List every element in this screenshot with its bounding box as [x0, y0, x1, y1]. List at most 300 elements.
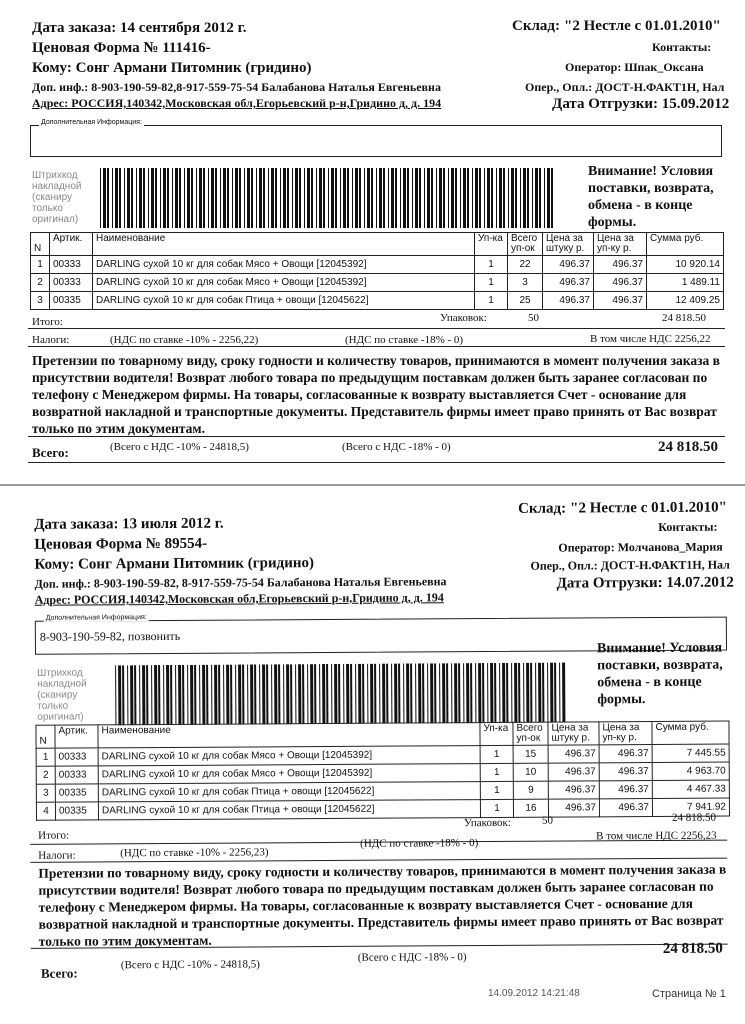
barcode-bar	[119, 168, 121, 228]
barcode-bar	[527, 168, 529, 228]
recipient: Кому: Сонг Армани Питомник (гридино)	[34, 555, 315, 573]
barcode-bar	[415, 663, 416, 723]
barcode-bar	[326, 664, 328, 724]
barcode-bar	[352, 168, 353, 228]
barcode-bar	[259, 168, 262, 228]
col-total: Всего уп-ок	[508, 233, 543, 256]
barcode-bar	[304, 168, 305, 228]
barcode-bar	[122, 665, 124, 725]
barcode-bar	[235, 665, 236, 725]
barcode-bar	[434, 663, 436, 723]
barcode-bar	[535, 663, 536, 723]
barcode-bar	[290, 664, 292, 724]
barcode-bar	[430, 663, 433, 723]
barcode-bar	[163, 168, 166, 228]
barcode-bar	[371, 168, 373, 228]
warehouse-value: "2 Нестле с 01.01.2010"	[570, 499, 727, 517]
cell-name: DARLING сухой 10 кг для собак Мясо + Овощи [12045392]	[93, 256, 475, 274]
barcode-bar	[415, 168, 418, 228]
barcode-bar	[511, 663, 512, 723]
barcode-label-line: (сканиру	[32, 192, 73, 203]
col-pack: Уп-ка	[475, 233, 508, 256]
barcode-bar	[100, 168, 101, 228]
barcode-bar	[331, 664, 332, 724]
barcode-bar	[338, 664, 340, 724]
barcode-bar	[262, 664, 265, 724]
cell-n: 2	[36, 766, 55, 784]
barcode-bar	[350, 664, 352, 724]
barcode-bar	[520, 168, 521, 228]
cell-art: 00335	[55, 784, 98, 802]
cell-total: 22	[508, 256, 543, 274]
cell-art: 00333	[50, 256, 93, 274]
barcode-bar	[251, 168, 253, 228]
cell-price-unit: 496.37	[548, 781, 599, 799]
barcode-bar	[559, 663, 560, 723]
cell-n: 2	[31, 274, 50, 292]
price-form: Ценовая Форма № 111416-	[32, 40, 211, 56]
cell-name: DARLING сухой 10 кг для собак Птица + овощи [12045622]	[98, 782, 480, 802]
barcode-bar	[439, 663, 440, 723]
barcode-bar	[376, 168, 377, 228]
barcode-bar	[271, 664, 272, 724]
barcode-bar	[478, 663, 481, 723]
extra-info: Доп. инф.: 8-903-190-59-82,8-917-559-75-54 Балабанова Наталья Евгеньевна	[32, 80, 441, 94]
barcode-bar	[238, 665, 241, 725]
barcode-bar	[335, 168, 337, 228]
barcode-bar	[343, 664, 344, 724]
barcode-bar	[511, 168, 514, 228]
cell-price-unit: 496.37	[548, 763, 599, 781]
itogo-sum: 24 818.50	[662, 312, 706, 324]
additional-info-box	[30, 119, 722, 157]
barcode-bar	[115, 168, 118, 228]
attention-line: поставки, возврата,	[597, 657, 723, 674]
additional-info-note: 8-903-190-59-82, позвонить	[39, 628, 181, 644]
barcode-label-line: только	[32, 203, 63, 214]
cell-pack: 1	[480, 781, 513, 799]
barcode-bar	[442, 663, 445, 723]
barcode-bar	[287, 168, 289, 228]
barcode-bar	[151, 168, 154, 228]
contacts-label: Контакты:	[652, 40, 712, 54]
barcode-bar	[470, 663, 472, 723]
cell-sum: 10 920.14	[647, 256, 724, 274]
cell-price-pack: 496.37	[594, 256, 647, 274]
barcode-bar	[503, 168, 505, 228]
barcode-bar	[458, 663, 460, 723]
col-n: N	[31, 233, 50, 256]
barcode-bar	[130, 665, 133, 725]
col-total: Всего уп-ок	[513, 722, 548, 745]
barcode-bar	[283, 168, 286, 228]
cell-art: 00333	[55, 766, 98, 784]
barcode-bar	[167, 168, 169, 228]
barcode-bar	[295, 664, 296, 724]
barcode-bar	[455, 168, 457, 228]
barcode-bar	[316, 168, 317, 228]
cell-total: 3	[508, 274, 543, 292]
barcode-bar	[322, 664, 325, 724]
barcode-bar	[472, 168, 473, 228]
barcode-bar	[299, 168, 301, 228]
barcode-bar	[247, 664, 248, 724]
claims-text: Претензии по товарному виду, сроку годности и количеству товаров, принимаются в момент получения заказа в присутствии водителя! Возврат любого товара по предыдущим поставкам должен быть заранее согласован по телефону с Менеджером фирмы. На товары, согласованные к возврату выставляется Счет - основание для возвратной накладной и транспортные документы. Представитель фирмы имеет право принять от Вас возврат только по этим документам.	[32, 353, 720, 436]
cell-pack: 1	[480, 745, 513, 763]
barcode-bar	[187, 665, 188, 725]
barcode-bar	[131, 168, 133, 228]
barcode-bar	[202, 665, 205, 725]
cell-sum: 1 489.11	[647, 274, 724, 292]
cell-price-unit: 496.37	[543, 292, 594, 310]
oper-pay: Опер., Опл.: ДОСТ-Н.ФАКТ1Н, Нал	[525, 80, 725, 94]
oper-pay: Опер., Опл.: ДОСТ-Н.ФАКТ1Н, Нал	[530, 557, 730, 573]
table-row	[31, 292, 724, 310]
packs-label: Упаковок:	[464, 816, 511, 830]
barcode-label-line: (сканиру	[37, 689, 78, 701]
total-label: Всего:	[32, 445, 69, 460]
ship-date: Дата Отгрузки: 15.09.2012	[552, 96, 730, 112]
barcode-bar	[355, 664, 356, 724]
barcode-bar	[184, 168, 185, 228]
divider	[28, 328, 725, 329]
divider	[28, 436, 725, 437]
cell-name: DARLING сухой 10 кг для собак Птица + овощи [12045622]	[98, 800, 480, 820]
barcode-bar	[134, 665, 136, 725]
barcode-bar	[382, 664, 385, 724]
barcode-bar	[235, 168, 238, 228]
barcode-label	[37, 667, 87, 722]
operator: Оператор: Шпак_Оксана	[565, 60, 704, 74]
barcode-bar	[278, 664, 280, 724]
barcode-label-line: Штрихкод	[37, 667, 83, 679]
barcode-bar	[323, 168, 325, 228]
cell-sum: 7 445.55	[652, 744, 729, 762]
barcode-bar	[244, 168, 245, 228]
attention-note	[597, 640, 723, 709]
recipient: Кому: Сонг Армани Питомник (гридино)	[32, 60, 312, 76]
barcode-bar	[358, 664, 361, 724]
barcode-bar	[359, 168, 361, 228]
barcode-bar	[112, 168, 113, 228]
table-row	[31, 274, 724, 292]
itogo-label: Итого:	[32, 316, 63, 328]
cell-pack: 1	[475, 274, 508, 292]
barcode-bar	[532, 168, 533, 228]
barcode-bar	[518, 663, 520, 723]
barcode-bar	[403, 168, 406, 228]
barcode-bar	[395, 168, 397, 228]
barcode-bar	[454, 663, 457, 723]
items-table	[35, 721, 730, 821]
barcode-bar	[379, 168, 382, 228]
cell-art: 00335	[50, 292, 93, 310]
barcode-bar	[223, 168, 226, 228]
barcode-label-line: только	[37, 700, 69, 712]
cell-sum: 4 467.33	[652, 780, 729, 798]
barcode-bar	[538, 663, 541, 723]
contacts-label: Контакты:	[658, 519, 718, 534]
vat-18: (НДС по ставке -18% - 0)	[360, 837, 479, 850]
barcode-bar	[154, 665, 157, 725]
cell-sum: 4 963.70	[652, 762, 729, 780]
cell-n: 1	[31, 256, 50, 274]
barcode-bar	[331, 168, 334, 228]
attention-line: Внимание! Условия	[588, 164, 714, 179]
cell-n: 3	[31, 292, 50, 310]
barcode-bar	[422, 663, 424, 723]
barcode-bar	[274, 664, 277, 724]
col-price-pack: Цена за уп-ку р.	[599, 722, 652, 745]
barcode-bar	[484, 168, 485, 228]
barcode-bar	[247, 168, 250, 228]
packs-count: 50	[528, 312, 539, 324]
divider	[28, 462, 725, 463]
barcode-bar	[139, 168, 142, 228]
barcode-bar	[298, 664, 301, 724]
barcode-bar	[347, 168, 349, 228]
barcode-bar	[107, 168, 109, 228]
barcode-bar	[148, 168, 149, 228]
barcode-bar	[199, 168, 202, 228]
barcode-bar	[179, 168, 181, 228]
cell-price-pack: 496.37	[599, 745, 652, 763]
cell-name: DARLING сухой 10 кг для собак Мясо + Овощи [12045392]	[98, 746, 480, 766]
barcode-bar	[355, 168, 358, 228]
attention-line: формы.	[597, 692, 646, 708]
col-art: Артик.	[55, 725, 98, 748]
cell-price-unit: 496.37	[548, 745, 599, 763]
barcode-bar	[295, 168, 298, 228]
barcode-label-line: накладной	[37, 678, 87, 690]
barcode-bar	[187, 168, 190, 228]
barcode-bar	[403, 664, 404, 724]
barcode-bar	[496, 168, 497, 228]
barcode-bar	[271, 168, 274, 228]
vat-18: (НДС по ставке -18% - 0)	[345, 334, 464, 346]
order-date: Дата заказа: 13 июля 2012 г.	[34, 515, 224, 533]
barcode-bar	[302, 664, 304, 724]
barcode-bar	[463, 168, 466, 228]
vat-10: (НДС по ставке -10% - 2256,23)	[120, 846, 269, 860]
barcode-bar	[463, 663, 464, 723]
barcode-bar	[379, 664, 380, 724]
page-number: Страница № 1	[652, 988, 726, 1000]
barcode-bar	[175, 665, 176, 725]
barcode-bar	[319, 664, 320, 724]
packs-label: Упаковок:	[440, 312, 487, 324]
cell-n: 1	[36, 748, 55, 766]
barcode-bar	[550, 663, 553, 723]
barcode-bar	[490, 663, 493, 723]
itogo-label: Итого:	[38, 829, 70, 842]
vat-included: В том числе НДС 2256,23	[596, 829, 717, 843]
col-price-pack: Цена за уп-ку р.	[594, 233, 647, 256]
col-n: N	[36, 725, 55, 748]
warehouse-label: Склад:	[512, 18, 560, 34]
address: Адрес: РОССИЯ,140342,Московская обл,Егорьевский р-н,Гридино д, д. 194	[34, 590, 444, 607]
barcode-bar	[307, 168, 310, 228]
divider	[28, 346, 725, 347]
attention-line: поставки, возврата,	[588, 181, 714, 196]
total-18: (Всего с НДС -18% - 0)	[357, 951, 467, 964]
barcode-bar	[479, 168, 481, 228]
address: Адрес: РОССИЯ,140342,Московская обл,Егорьевский р-н,Гридино д, д. 194	[32, 96, 442, 110]
barcode-bar	[136, 168, 137, 228]
barcode-bar	[494, 663, 496, 723]
table-row	[36, 798, 729, 820]
barcode-bar	[158, 665, 160, 725]
barcode-bar	[547, 663, 548, 723]
barcode-bar	[491, 168, 493, 228]
barcode-bar	[214, 665, 217, 725]
barcode-bar	[118, 665, 121, 725]
barcode-bar	[427, 168, 430, 228]
cell-art: 00333	[50, 274, 93, 292]
extra-info: Доп. инф.: 8-903-190-59-82, 8-917-559-75-54 Балабанова Наталья Евгеньевна	[34, 574, 447, 591]
barcode-bar	[226, 665, 229, 725]
barcode-bar	[424, 168, 425, 228]
barcode-label-line: накладной	[32, 181, 82, 192]
barcode-bar	[362, 664, 364, 724]
barcode-bar	[398, 664, 400, 724]
barcode-bar	[554, 663, 556, 723]
total-10: (Всего с НДС -10% - 24818,5)	[110, 441, 249, 453]
barcode-bar	[523, 168, 526, 228]
barcode-bar	[191, 168, 193, 228]
barcode-bar	[427, 663, 428, 723]
barcode-bar	[103, 168, 106, 228]
barcode-bar	[374, 664, 376, 724]
barcode-bar	[562, 663, 565, 723]
cell-pack: 1	[480, 763, 513, 781]
barcode-bar	[439, 168, 442, 228]
barcode-bar	[155, 168, 157, 228]
barcode-bar	[431, 168, 433, 228]
cell-price-pack: 496.37	[594, 274, 647, 292]
cell-total: 10	[513, 763, 548, 781]
col-sum: Сумма руб.	[652, 721, 729, 744]
total-10: (Всего с НДС -10% - 24818,5)	[120, 958, 260, 972]
attention-line: обмена - в конце	[597, 674, 702, 691]
barcode-bar	[190, 665, 193, 725]
barcode-bar	[334, 664, 337, 724]
barcode-bar	[502, 663, 505, 723]
barcode-bar	[166, 665, 169, 725]
cell-pack: 1	[480, 799, 513, 817]
barcode-bar	[542, 663, 544, 723]
barcode-bar	[211, 168, 214, 228]
cell-total: 25	[508, 292, 543, 310]
barcode-bar	[466, 663, 469, 723]
total-label: Всего:	[40, 965, 78, 981]
barcode-image	[98, 168, 558, 228]
cell-sum: 12 409.25	[647, 292, 724, 310]
table-header-row	[31, 233, 724, 256]
barcode-bar	[410, 663, 412, 723]
cell-name: DARLING сухой 10 кг для собак Птица + овощи [12045622]	[93, 292, 475, 310]
cell-n: 4	[36, 802, 55, 820]
barcode-bar	[206, 665, 208, 725]
barcode-bar	[506, 663, 508, 723]
barcode-bar	[163, 665, 164, 725]
barcode-bar	[508, 168, 509, 228]
barcode-bar	[487, 663, 488, 723]
barcode-label-line: Штрихкод	[32, 170, 78, 181]
cell-name: DARLING сухой 10 кг для собак Мясо + Овощи [12045392]	[93, 274, 475, 292]
barcode-bar	[530, 663, 532, 723]
additional-info-legend: Дополнительная Информация:	[41, 119, 142, 126]
barcode-image	[113, 663, 568, 726]
barcode-bar	[227, 168, 229, 228]
barcode-bar	[256, 168, 257, 228]
barcode-bar	[523, 663, 524, 723]
warehouse-value: "2 Нестле с 01.01.2010"	[564, 18, 721, 34]
total-sum: 24 818.50	[662, 940, 723, 957]
barcode-bar	[307, 664, 308, 724]
barcode-bar	[539, 168, 541, 228]
itogo-sum: 24 818.50	[671, 811, 717, 824]
barcode-bar	[175, 168, 178, 228]
barcode-bar	[448, 168, 449, 228]
barcode-bar	[515, 168, 517, 228]
barcode-bar	[127, 168, 130, 228]
barcode-bar	[514, 663, 517, 723]
barcode-bar	[400, 168, 401, 228]
attention-line: формы.	[588, 215, 637, 230]
order-date: Дата заказа: 14 сентября 2012 г.	[32, 20, 247, 36]
barcode-bar	[151, 665, 152, 725]
price-form: Ценовая Форма № 89554-	[34, 535, 208, 553]
cell-pack: 1	[475, 256, 508, 274]
cell-price-pack: 496.37	[594, 292, 647, 310]
barcode-bar	[215, 168, 217, 228]
barcode-bar	[547, 168, 550, 228]
col-sum: Сумма руб.	[647, 233, 724, 256]
barcode-bar	[499, 663, 500, 723]
barcode-bar	[178, 665, 181, 725]
barcode-bar	[446, 663, 448, 723]
barcode-bar	[223, 665, 224, 725]
barcode-bar	[475, 663, 476, 723]
total-sum: 24 818.50	[658, 439, 718, 455]
barcode-bar	[436, 168, 437, 228]
barcode-bar	[370, 664, 373, 724]
taxes-label: Налоги:	[38, 849, 76, 862]
taxes-label: Налоги:	[32, 334, 70, 346]
col-art: Артик.	[50, 233, 93, 256]
barcode-label-line: оригинал)	[37, 711, 84, 723]
barcode-bar	[239, 168, 241, 228]
barcode-bar	[544, 168, 545, 228]
barcode-bar	[419, 168, 421, 228]
barcode-bar	[311, 168, 313, 228]
barcode-bar	[142, 665, 145, 725]
barcode-bar	[283, 664, 284, 724]
cell-n: 3	[36, 784, 55, 802]
barcode-bar	[535, 168, 538, 228]
barcode-bar	[391, 168, 394, 228]
attention-line: Внимание! Условия	[596, 640, 723, 657]
col-price-unit: Цена за штуку р.	[543, 233, 594, 256]
additional-info-legend: Дополнительная Информация:	[45, 614, 147, 622]
warehouse-label: Склад:	[518, 500, 567, 517]
barcode-bar	[230, 665, 232, 725]
barcode-bar	[286, 664, 289, 724]
barcode-bar	[266, 664, 268, 724]
barcode-bar	[367, 168, 370, 228]
barcode-bar	[451, 168, 454, 228]
